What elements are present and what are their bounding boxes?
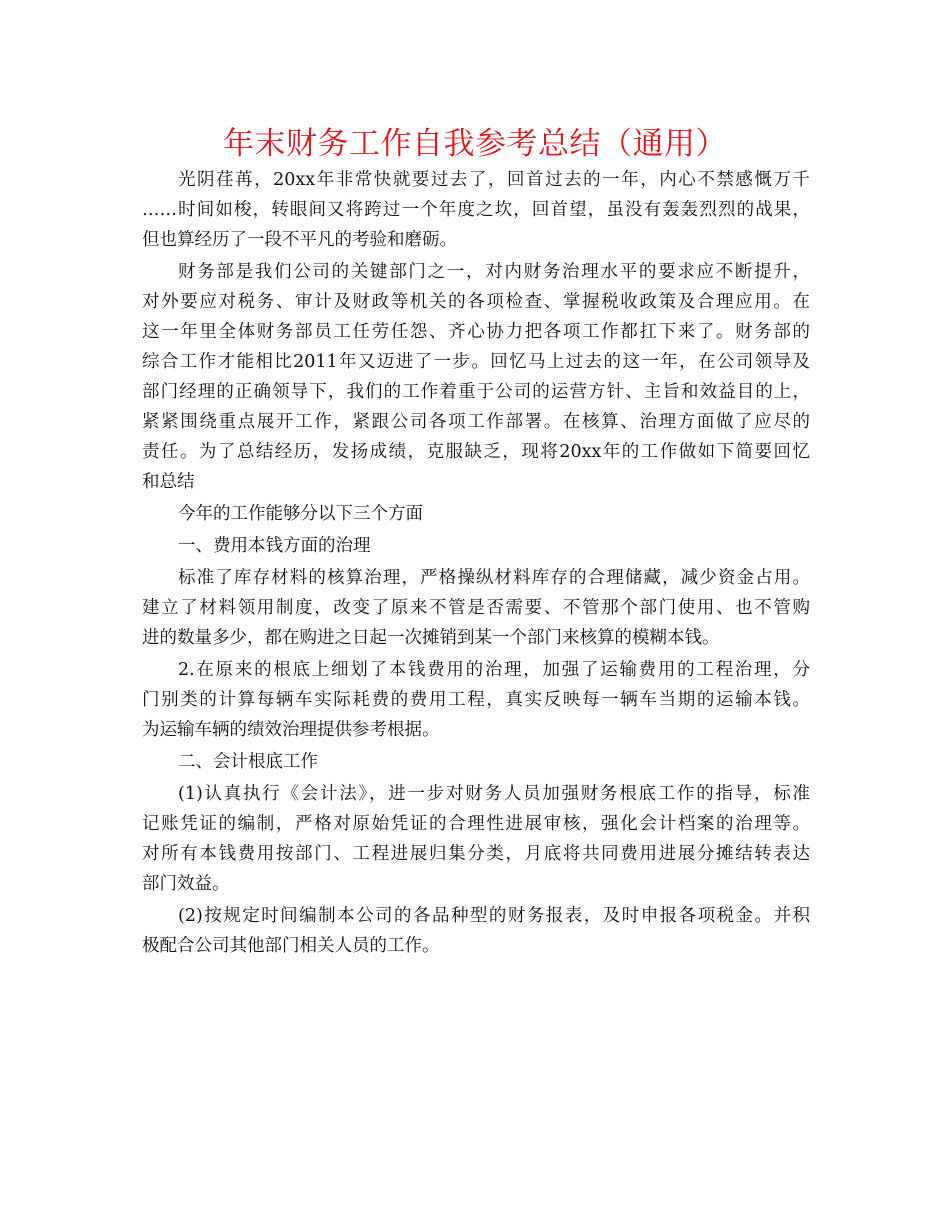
text-line: 部门经理的正确领导下，我们的工作着重于公司的运营方针、主旨和效益目的上， bbox=[142, 382, 810, 402]
text-line: 今年的工作能够分以下三个方面 bbox=[178, 504, 423, 524]
paragraph-inventory bbox=[142, 563, 810, 653]
text-line: 但也算经历了一段不平凡的考验和磨砺。 bbox=[142, 230, 457, 250]
text-line: 对外要应对税务、审计及财政等机关的各项检查、掌握税收政策及合理应用。在 bbox=[142, 292, 810, 312]
text-line: 这一年里全体财务部员工任劳任怨、齐心协力把各项工作都扛下来了。财务部的 bbox=[142, 322, 810, 342]
text-line: 记账凭证的编制，严格对原始凭证的合理性进展审核，强化会计档案的治理等。 bbox=[142, 814, 810, 834]
paragraph-three-aspects bbox=[142, 499, 810, 529]
text-line: 门别类的计算每辆车实际耗费的费用工程，真实反映每一辆车当期的运输本钱。 bbox=[142, 690, 810, 710]
text-line: 2.在原来的根底上细划了本钱费用的治理，加强了运输费用的工程治理，分 bbox=[178, 660, 810, 680]
paragraph-cost-breakdown bbox=[142, 655, 810, 745]
paragraph-financial-reports bbox=[142, 901, 810, 961]
section-heading-cost-management bbox=[142, 531, 810, 561]
text-line: 综合工作才能相比2011年又迈进了一步。回忆马上过去的这一年，在公司领导及 bbox=[142, 352, 810, 372]
text-line: 对所有本钱费用按部门、工程进展归集分类，月底将共同费用进展分摊结转表达 bbox=[142, 844, 810, 864]
text-line: 极配合公司其他部门相关人员的工作。 bbox=[142, 936, 440, 956]
document-body bbox=[142, 165, 810, 963]
section-heading: 二、会计根底工作 bbox=[178, 752, 318, 772]
document-title: 年末财务工作自我参考总结（通用） bbox=[223, 126, 727, 162]
paragraph-intro bbox=[142, 165, 810, 255]
text-line: ……时间如梭，转眼间又将跨过一个年度之坎，回首望，虽没有轰轰烈烈的战果， bbox=[142, 200, 810, 220]
text-line: 进的数量多少，都在购进之日起一次摊销到某一个部门来核算的模糊本钱。 bbox=[142, 628, 720, 648]
text-line: 财务部是我们公司的关键部门之一，对内财务治理水平的要求应不断提升， bbox=[178, 262, 810, 282]
text-line: (2)按规定时间编制本公司的各品种型的财务报表，及时申报各项税金。并积 bbox=[178, 906, 810, 926]
text-line: 责任。为了总结经历，发扬成绩，克服缺乏，现将20xx年的工作做如下简要回忆 bbox=[142, 442, 810, 462]
text-line: (1)认真执行《会计法》，进一步对财务人员加强财务根底工作的指导，标准 bbox=[178, 784, 810, 804]
section-heading-accounting-basics bbox=[142, 747, 810, 777]
text-line: 和总结 bbox=[142, 472, 195, 492]
text-line: 为运输车辆的绩效治理提供参考根据。 bbox=[142, 720, 440, 740]
text-line: 标准了库存材料的核算治理，严格操纵材料库存的合理储藏，减少资金占用。 bbox=[178, 568, 810, 588]
paragraph-finance-dept bbox=[142, 257, 810, 497]
text-line: 紧紧围绕重点展开工作，紧跟公司各项工作部署。在核算、治理方面做了应尽的 bbox=[142, 412, 810, 432]
paragraph-accounting-law bbox=[142, 779, 810, 899]
section-heading: 一、费用本钱方面的治理 bbox=[178, 536, 371, 556]
text-line: 建立了材料领用制度，改变了原来不管是否需要、不管那个部门使用、也不管购 bbox=[142, 598, 810, 618]
text-line: 光阴荏苒，20xx年非常快就要过去了，回首过去的一年，内心不禁感慨万千 bbox=[178, 170, 810, 190]
text-line: 部门效益。 bbox=[142, 874, 230, 894]
